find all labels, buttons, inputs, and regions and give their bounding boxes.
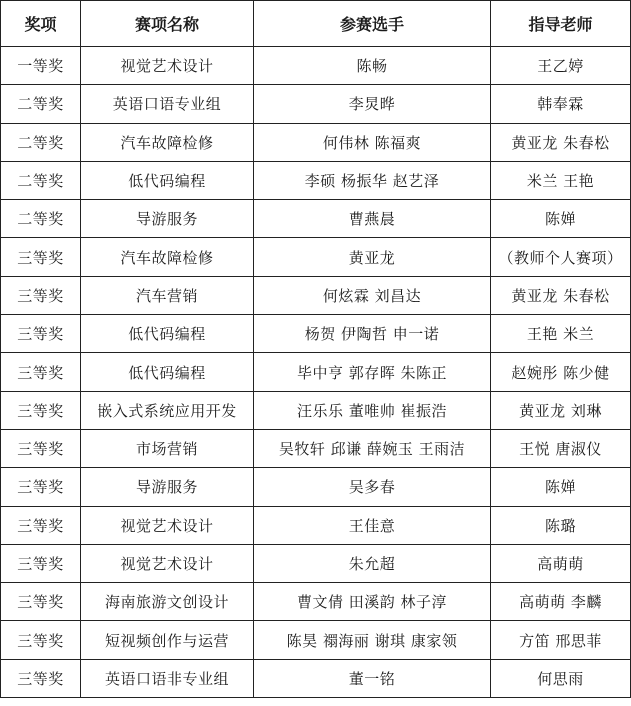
table-row: [1, 85, 631, 123]
advisors-cell: （教师个人赛项）: [491, 238, 631, 276]
event-name-cell: 英语口语非专业组: [81, 659, 254, 697]
header-contestants: 参赛选手: [254, 1, 491, 47]
advisors-cell: 黄亚龙 朱春松: [491, 123, 631, 161]
table-row: [1, 200, 631, 238]
event-name-cell: 英语口语专业组: [81, 85, 254, 123]
table-row: [1, 621, 631, 659]
contestants-cell: 毕中亨 郭存晖 朱陈正: [254, 353, 491, 391]
award-cell: 三等奖: [1, 583, 81, 621]
award-cell: 三等奖: [1, 468, 81, 506]
contestants-cell: 曹燕晨: [254, 200, 491, 238]
advisors-cell: 陈婵: [491, 468, 631, 506]
advisors-cell: 黄亚龙 朱春松: [491, 276, 631, 314]
contestants-cell: 何伟林 陈福爽: [254, 123, 491, 161]
event-name-cell: 视觉艺术设计: [81, 47, 254, 85]
event-name-cell: 汽车故障检修: [81, 238, 254, 276]
contestants-cell: 陈畅: [254, 47, 491, 85]
table-row: [1, 238, 631, 276]
event-name-cell: 视觉艺术设计: [81, 506, 254, 544]
contestants-cell: 汪乐乐 董唯帅 崔振浩: [254, 391, 491, 429]
header-advisors: 指导老师: [491, 1, 631, 47]
event-name-cell: 汽车营销: [81, 276, 254, 314]
event-name-cell: 海南旅游文创设计: [81, 583, 254, 621]
table-row: [1, 391, 631, 429]
award-cell: 一等奖: [1, 47, 81, 85]
award-cell: 三等奖: [1, 276, 81, 314]
contestants-cell: 陈昊 禤海丽 谢琪 康家领: [254, 621, 491, 659]
table-row: [1, 583, 631, 621]
event-name-cell: 低代码编程: [81, 161, 254, 199]
header-row: [1, 1, 631, 47]
advisors-cell: 米兰 王艳: [491, 161, 631, 199]
table-row: [1, 429, 631, 467]
award-cell: 二等奖: [1, 200, 81, 238]
contestants-cell: 杨贺 伊陶哲 申一诺: [254, 315, 491, 353]
award-cell: 三等奖: [1, 391, 81, 429]
contestants-cell: 黄亚龙: [254, 238, 491, 276]
contestants-cell: 曹文倩 田溪韵 林子淳: [254, 583, 491, 621]
contestants-cell: 何炫霖 刘昌达: [254, 276, 491, 314]
award-cell: 二等奖: [1, 123, 81, 161]
event-name-cell: 导游服务: [81, 200, 254, 238]
advisors-cell: 何思雨: [491, 659, 631, 697]
award-cell: 三等奖: [1, 621, 81, 659]
event-name-cell: 嵌入式系统应用开发: [81, 391, 254, 429]
event-name-cell: 视觉艺术设计: [81, 544, 254, 582]
header-award: 奖项: [1, 1, 81, 47]
award-cell: 二等奖: [1, 161, 81, 199]
award-cell: 三等奖: [1, 353, 81, 391]
award-cell: 三等奖: [1, 238, 81, 276]
advisors-cell: 王艳 米兰: [491, 315, 631, 353]
contestants-cell: 吴牧轩 邱谦 薛婉玉 王雨洁: [254, 429, 491, 467]
table-row: [1, 315, 631, 353]
table-row: [1, 544, 631, 582]
advisors-cell: 黄亚龙 刘琳: [491, 391, 631, 429]
advisors-cell: 韩奉霖: [491, 85, 631, 123]
contestants-cell: 李硕 杨振华 赵艺泽: [254, 161, 491, 199]
award-cell: 二等奖: [1, 85, 81, 123]
event-name-cell: 低代码编程: [81, 315, 254, 353]
advisors-cell: 陈婵: [491, 200, 631, 238]
advisors-cell: 陈璐: [491, 506, 631, 544]
contestants-cell: 王佳意: [254, 506, 491, 544]
award-cell: 三等奖: [1, 429, 81, 467]
advisors-cell: 高萌萌: [491, 544, 631, 582]
award-cell: 三等奖: [1, 315, 81, 353]
table-row: [1, 161, 631, 199]
advisors-cell: 高萌萌 李麟: [491, 583, 631, 621]
header-event-name: 赛项名称: [81, 1, 254, 47]
table-row: [1, 276, 631, 314]
advisors-cell: 方笛 邢思菲: [491, 621, 631, 659]
table-row: [1, 506, 631, 544]
contestants-cell: 董一铭: [254, 659, 491, 697]
award-cell: 三等奖: [1, 506, 81, 544]
event-name-cell: 低代码编程: [81, 353, 254, 391]
table-row: [1, 123, 631, 161]
event-name-cell: 导游服务: [81, 468, 254, 506]
contestants-cell: 李炅晔: [254, 85, 491, 123]
advisors-cell: 赵婉彤 陈少健: [491, 353, 631, 391]
event-name-cell: 汽车故障检修: [81, 123, 254, 161]
award-cell: 三等奖: [1, 659, 81, 697]
event-name-cell: 短视频创作与运营: [81, 621, 254, 659]
table-header: [1, 1, 631, 47]
table-row: [1, 468, 631, 506]
table-row: [1, 659, 631, 697]
award-cell: 三等奖: [1, 544, 81, 582]
table-row: [1, 47, 631, 85]
advisors-cell: 王乙婷: [491, 47, 631, 85]
table-row: [1, 353, 631, 391]
contestants-cell: 朱允超: [254, 544, 491, 582]
advisors-cell: 王悦 唐淑仪: [491, 429, 631, 467]
contestants-cell: 吴多春: [254, 468, 491, 506]
event-name-cell: 市场营销: [81, 429, 254, 467]
table-body: [1, 47, 631, 698]
